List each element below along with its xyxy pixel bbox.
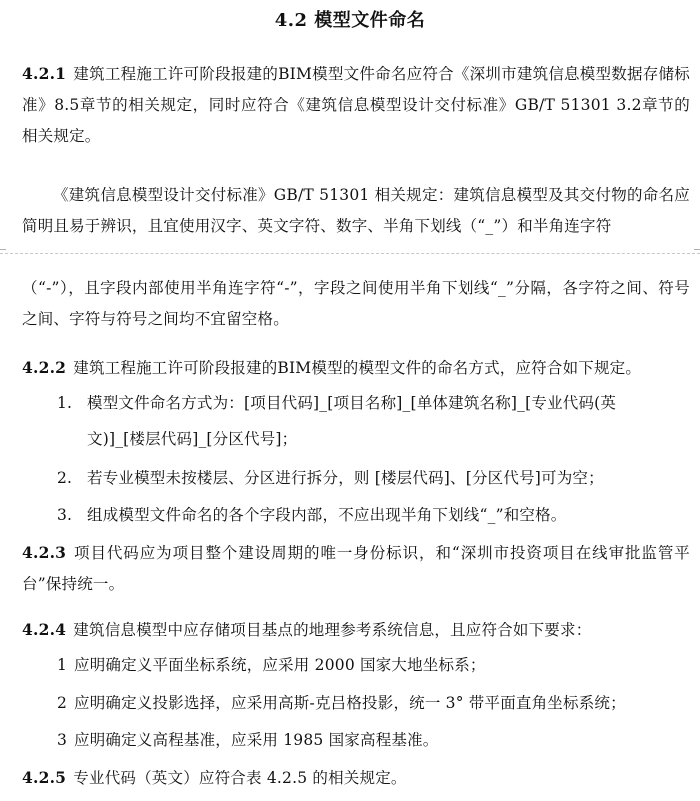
list-item: [57, 500, 697, 531]
list-item-text: 应明确定义投影选择，应采用高斯-克吕格投影，统一 3° 带平面直角坐标系统；: [74, 694, 626, 712]
list-marker: 1: [57, 656, 68, 674]
list-item-text: 模型文件命名方式为：[项目代码]_[项目名称]_[单体建筑名称]_[专业代码(英: [87, 394, 617, 412]
clause-4-2-2: [22, 352, 690, 384]
list-item-text: 若专业模型未按楼层、分区进行拆分，则 [楼层代码]、[分区代号]可为空；: [87, 469, 604, 487]
list-item-text: 应明确定义平面坐标系统，应采用 2000 国家大地坐标系；: [74, 656, 486, 674]
note-paragraph-part2: （“-”），且字段内部使用半角连字符“-”，字段之间使用半角下划线“_”分隔，各字符之间、符号之间、字符与符号之间均不宜留空格。: [22, 279, 690, 328]
clause-number: 4.2.3: [22, 543, 67, 562]
clause-number: 4.2.4: [22, 620, 67, 639]
list-item: [57, 388, 697, 419]
list-item-continuation: 文)]_[楼层代码]_[分区代号]；: [87, 430, 298, 448]
clause-text: 专业代码（英文）应符合表 4.2.5 的相关规定。: [73, 769, 407, 787]
clause-text: 项目代码应为项目整个建设周期的唯一身份标识，和“深圳市投资项目在线审批监管平台”保持统一。: [22, 544, 690, 593]
clause-4-2-5: [22, 762, 690, 794]
clause-text: 建筑工程施工许可阶段报建的BIM模型文件命名应符合《深圳市建筑信息模型数据存储标准》8.5章节的相关规定，同时应符合《建筑信息模型设计交付标准》GB/T 51301 3.2章节的相关规定。: [22, 65, 690, 145]
clause-number: 4.2.2: [22, 358, 67, 377]
list-marker: 3.: [57, 506, 73, 524]
clause-4-2-3: [22, 537, 690, 600]
list-item: [57, 463, 697, 494]
page-break-divider: [0, 253, 700, 254]
clause-4-2-4: [22, 614, 690, 646]
clause-number: 4.2.5: [22, 768, 67, 787]
section-title: 4.2 模型文件命名: [274, 10, 426, 31]
list-marker: 3: [57, 731, 68, 749]
clause-text: 建筑信息模型中应存储项目基点的地理参考系统信息，且应符合如下要求：: [73, 621, 592, 639]
list-item: [57, 650, 697, 681]
page-break-mark-right: [694, 249, 700, 258]
clause-4-2-1: [22, 58, 690, 152]
list-marker: 2: [57, 694, 68, 712]
clause-text: 建筑工程施工许可阶段报建的BIM模型的模型文件的命名方式，应符合如下规定。: [73, 359, 642, 377]
list-item: [57, 688, 697, 719]
list-item-text: 应明确定义高程基准，应采用 1985 国家高程基准。: [74, 731, 439, 749]
list-marker: 1.: [57, 394, 73, 412]
list-item-text: 组成模型文件命名的各个字段内部，不应出现半角下划线“_”和空格。: [87, 506, 567, 524]
list-marker: 2.: [57, 469, 73, 487]
note-paragraph-part1: 《建筑信息模型设计交付标准》GB/T 51301 相关规定：建筑信息模型及其交付物的命名应简明且易于辨识，且宜使用汉字、英文字符、数字、半角下划线（“_”）和半角连字符: [22, 186, 690, 235]
clause-number: 4.2.1: [22, 64, 67, 83]
list-item: [57, 725, 697, 756]
